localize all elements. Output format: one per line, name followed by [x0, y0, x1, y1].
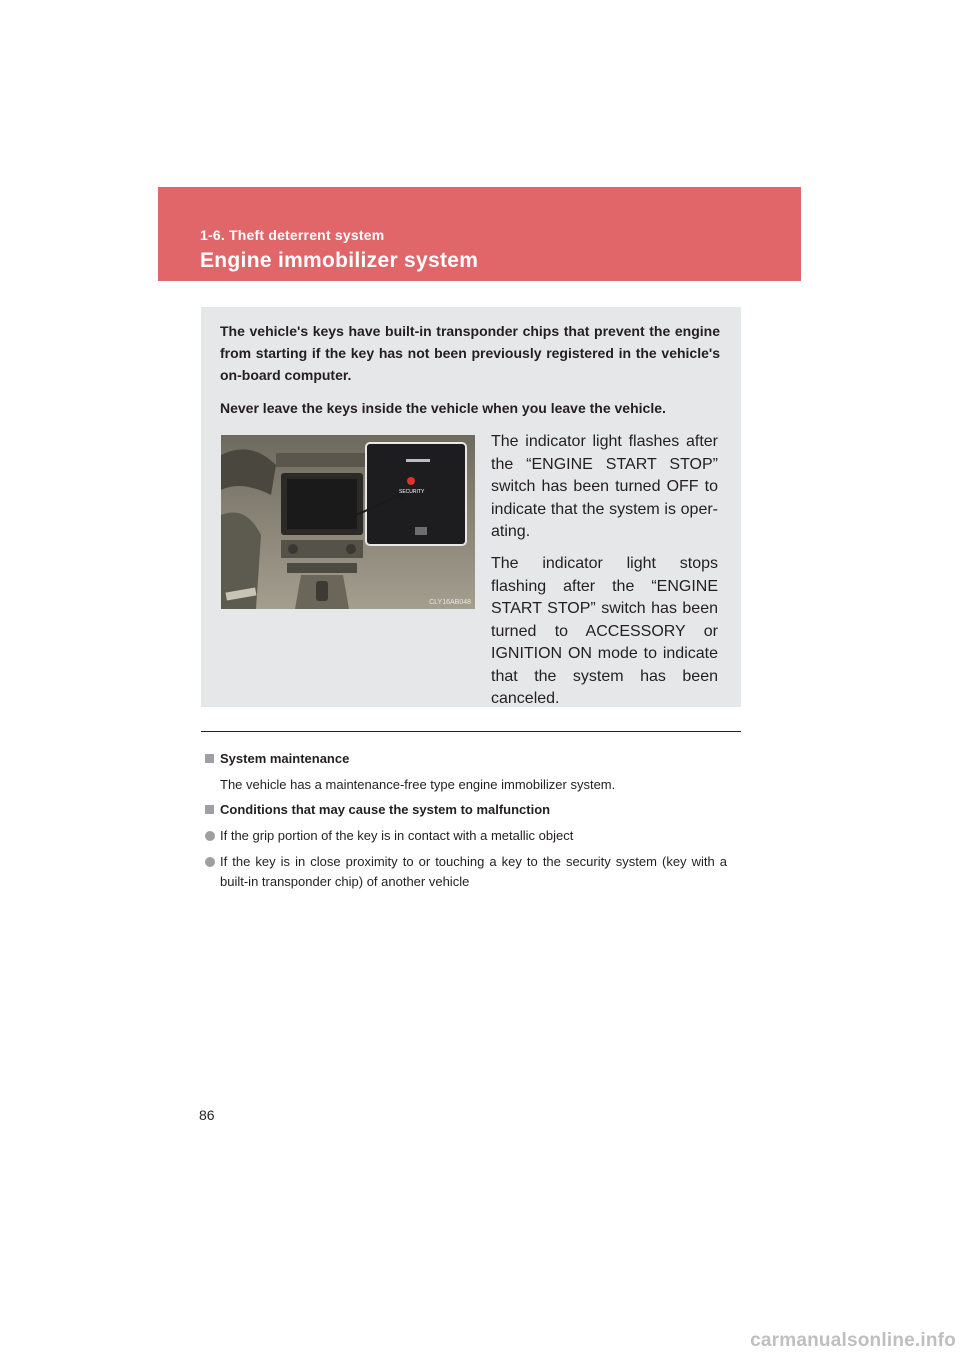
stop-description: The indicator light stops flashing after the “ENGINE START STOP” switch has been turned to ACCESSORY or IGNITION ON mode to indicate that the system has been canceled.: [491, 555, 718, 707]
page-title: Engine immobilizer system: [200, 249, 479, 272]
list-item: [205, 852, 727, 892]
circle-bullet-icon: [205, 831, 215, 841]
section-header-band: [158, 187, 801, 281]
bullet-text: If the key is in close proximity to or touching a key to the security system (key with a built-in transponder chip) of another vehicle: [220, 854, 727, 889]
bullet-text: If the grip portion of the key is in contact with a metallic object: [220, 828, 574, 843]
security-label: SECURITY: [399, 489, 425, 495]
square-bullet-icon: [205, 754, 214, 763]
malfunction-heading-text: Conditions that may cause the system to malfunction: [220, 802, 551, 817]
security-indicator-figure: [221, 435, 475, 609]
malfunction-heading: [205, 802, 550, 817]
section-label: 1-6. Theft deterrent system: [200, 227, 385, 243]
circle-bullet-icon: [205, 857, 215, 867]
maintenance-heading-text: System maintenance: [220, 751, 350, 766]
section-divider: [201, 731, 741, 732]
watermark: carmanualsonline.info: [750, 1330, 956, 1351]
warning-text: Never leave the keys inside the vehicle when you leave the vehicle.: [220, 400, 666, 416]
list-item: [205, 826, 727, 846]
intro-text: The vehicle's keys have built-in transponder chips that prevent the engine from starting if the key has not been previously registered in the vehicle's on-board computer.: [220, 323, 720, 383]
page-number: 86: [199, 1107, 215, 1123]
maintenance-heading: [205, 751, 349, 766]
square-bullet-icon: [205, 805, 214, 814]
info-box: [201, 307, 741, 707]
dashboard-illustration: [221, 435, 475, 609]
flash-description: The indicator light flashes after the “ENGINE START STOP” switch has been turned OFF to indicate that the system is oper- ating.: [491, 433, 718, 540]
maintenance-text: The vehicle has a maintenance-free type engine immobilizer system.: [220, 777, 616, 792]
figure-code: CLY16AB048: [429, 599, 471, 606]
